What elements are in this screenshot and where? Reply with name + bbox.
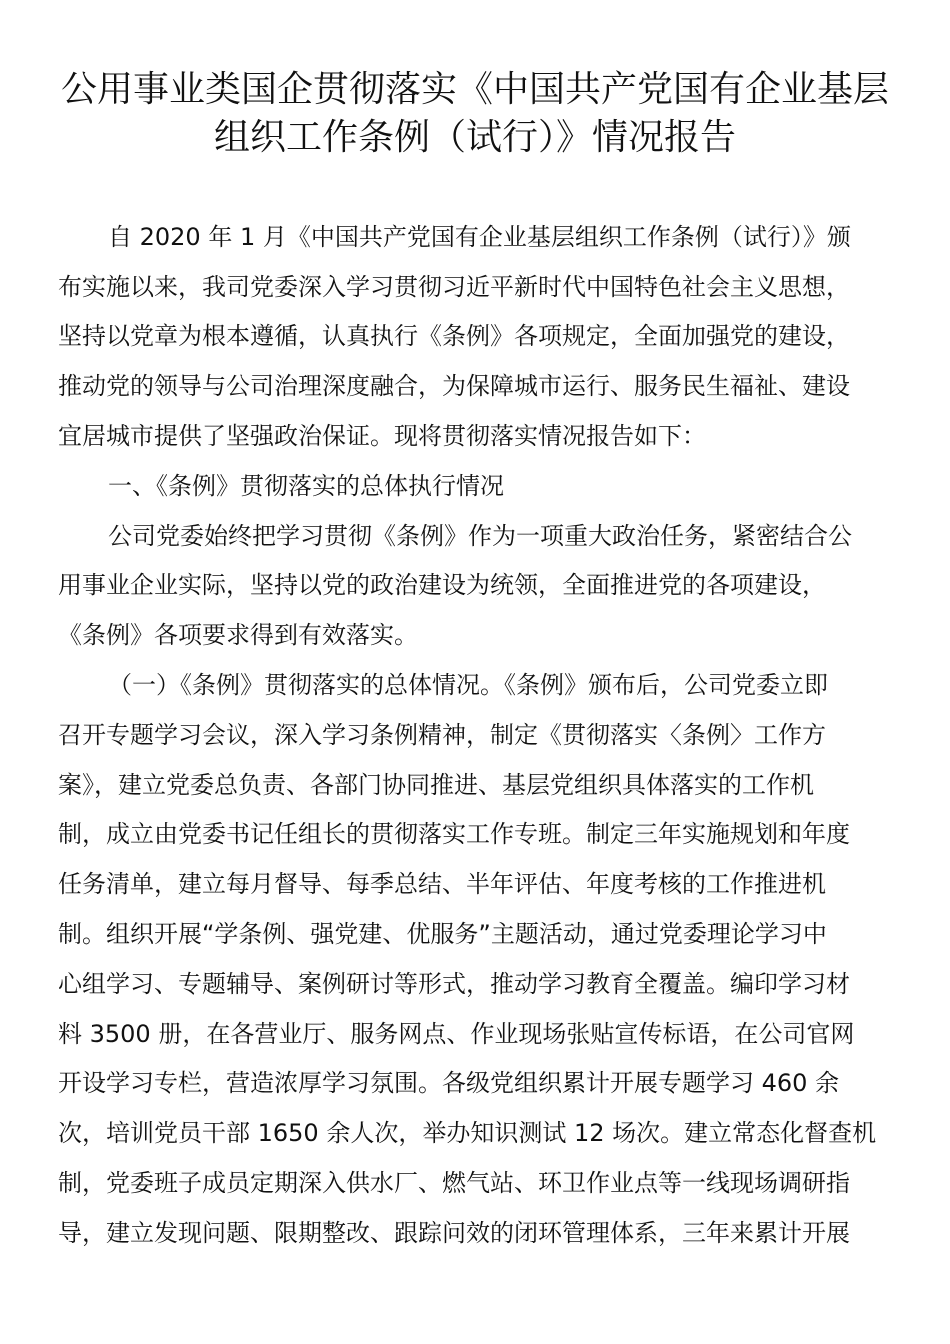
paragraph-3-line-9: 开设学习专栏，营造浓厚学习氛围。各级党组织累计开展专题学习 460 余 (58, 1069, 840, 1097)
paragraph-3-line-5: 任务清单，建立每月督导、每季总结、半年评估、年度考核的工作推进机 (58, 870, 826, 898)
paragraph-3-line-11: 制，党委班子成员定期深入供水厂、燃气站、环卫作业点等一线现场调研指 (58, 1169, 850, 1197)
paragraph-3-line-3: 案》，建立党委总负责、各部门协同推进、基层党组织具体落实的工作机 (58, 771, 814, 799)
paragraph-3-line-2: 召开专题学习会议，深入学习条例精神，制定《贯彻落实〈条例〉工作方 (58, 721, 826, 749)
document-title-line-1: 公用事业类国企贯彻落实《中国共产党国有企业基层 (60, 69, 889, 110)
paragraph-3-line-4: 制，成立由党委书记任组长的贯彻落实工作专班。制定三年实施规划和年度 (58, 820, 850, 848)
paragraph-1-line-1: 自 2020 年 1 月《中国共产党国有企业基层组织工作条例（试行）》颁 (108, 223, 851, 251)
section-heading-1: 一、《条例》贯彻落实的总体执行情况 (108, 472, 504, 500)
document-title-line-2: 组织工作条例（试行）》情况报告 (213, 117, 736, 158)
paragraph-3-line-10: 次，培训党员干部 1650 余人次，举办知识测试 12 场次。建立常态化督查机 (58, 1119, 877, 1147)
paragraph-1-line-5: 宜居城市提供了坚强政治保证。现将贯彻落实情况报告如下： (58, 422, 706, 450)
paragraph-3-line-1: （一）《条例》贯彻落实的总体情况。《条例》颁布后，公司党委立即 (108, 671, 828, 699)
paragraph-1-line-4: 推动党的领导与公司治理深度融合，为保障城市运行、服务民生福祉、建设 (58, 372, 850, 400)
paragraph-3-line-12: 导，建立发现问题、限期整改、跟踪问效的闭环管理体系，三年来累计开展 (58, 1219, 850, 1247)
paragraph-2-line-1: 公司党委始终把学习贯彻《条例》作为一项重大政治任务，紧密结合公 (108, 522, 852, 550)
paragraph-2-line-2: 用事业企业实际，坚持以党的政治建设为统领，全面推进党的各项建设， (58, 571, 826, 599)
paragraph-2-line-3: 《条例》各项要求得到有效落实。 (58, 621, 418, 649)
paragraph-3-line-7: 心组学习、专题辅导、案例研讨等形式，推动学习教育全覆盖。编印学习材 (58, 970, 850, 998)
paragraph-3-line-8: 料 3500 册，在各营业厅、服务网点、作业现场张贴宣传标语，在公司官网 (58, 1020, 855, 1048)
paragraph-1-line-3: 坚持以党章为根本遵循，认真执行《条例》各项规定，全面加强党的建设， (58, 322, 850, 350)
paragraph-3-line-6: 制。组织开展“学条例、强党建、优服务”主题活动，通过党委理论学习中 (58, 920, 827, 948)
paragraph-1-line-2: 布实施以来，我司党委深入学习贯彻习近平新时代中国特色社会主义思想， (58, 273, 850, 301)
